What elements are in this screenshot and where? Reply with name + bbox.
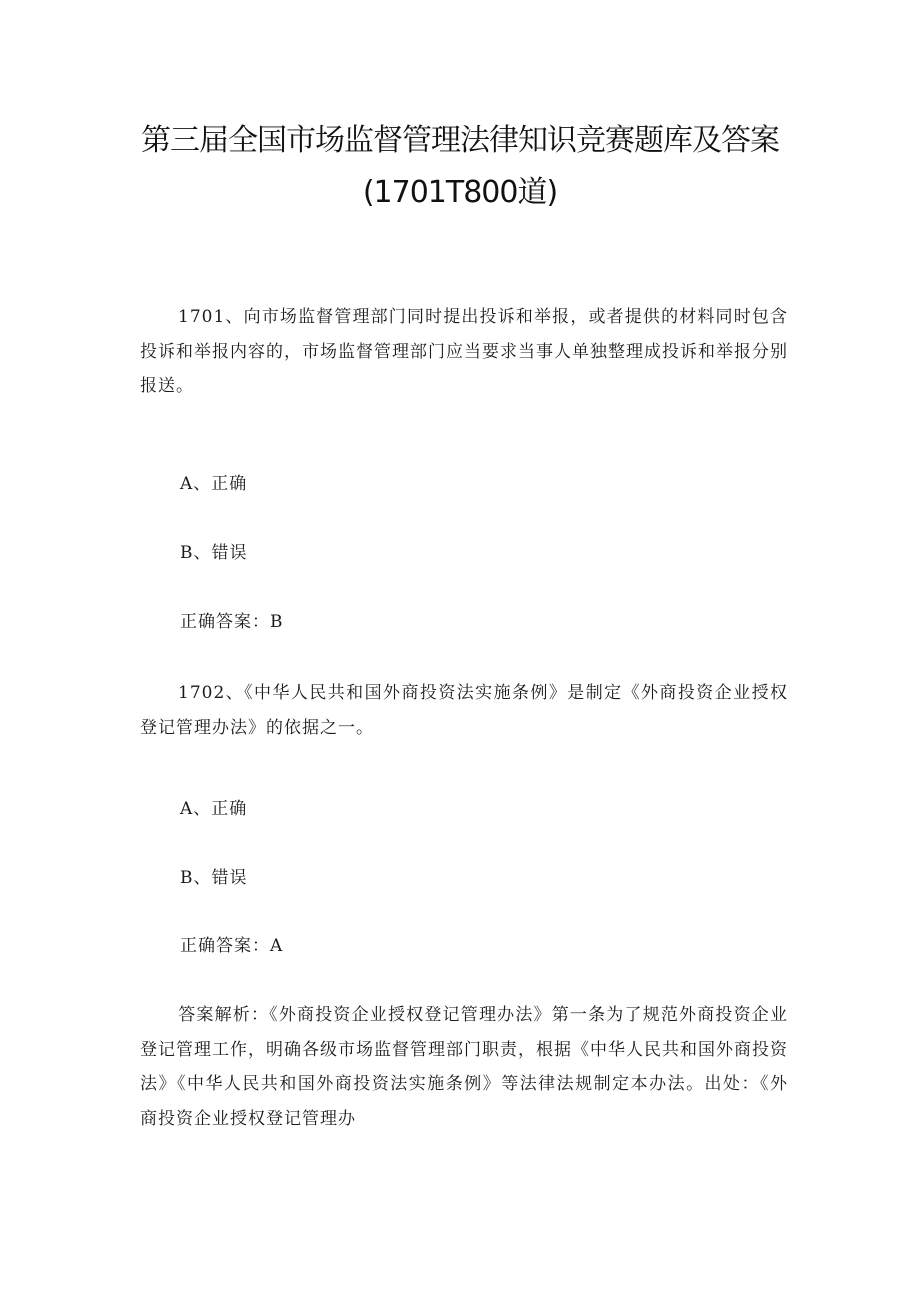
question-text: 1701、向市场监督管理部门同时提出投诉和举报，或者提供的材料同时包含投诉和举报内容的，市场监督管理部门应当要求当事人单独整理成投诉和举报分别报送。 — [140, 307, 788, 396]
question-1702-option-b: B、错误 — [180, 868, 248, 888]
document-title-line-2: (1701T800道) — [362, 175, 558, 210]
question-1702-answer: 正确答案：A — [180, 936, 284, 956]
question-1702-text — [140, 676, 788, 745]
question-1702-option-a: A、正确 — [180, 799, 248, 819]
question-1701-text — [140, 300, 788, 404]
question-1702-explanation — [140, 998, 788, 1136]
explanation-text: 答案解析：《外商投资企业授权登记管理办法》第一条为了规范外商投资企业登记管理工作，明确各级市场监督管理部门职责，根据《中华人民共和国外商投资法》《中华人民共和国外商投资法实施条例》等法律法规制定本办法。出处：《外商投资企业授权登记管理办 — [140, 1005, 788, 1129]
question-text: 1702、《中华人民共和国外商投资法实施条例》是制定《外商投资企业授权登记管理办法》的依据之一。 — [140, 683, 788, 738]
question-1701-option-a: A、正确 — [180, 474, 248, 494]
question-1701-answer: 正确答案：B — [180, 612, 284, 632]
document-title-line-1: 第三届全国市场监督管理法律知识竞赛题库及答案 — [141, 123, 779, 158]
question-1701-option-b: B、错误 — [180, 543, 248, 563]
